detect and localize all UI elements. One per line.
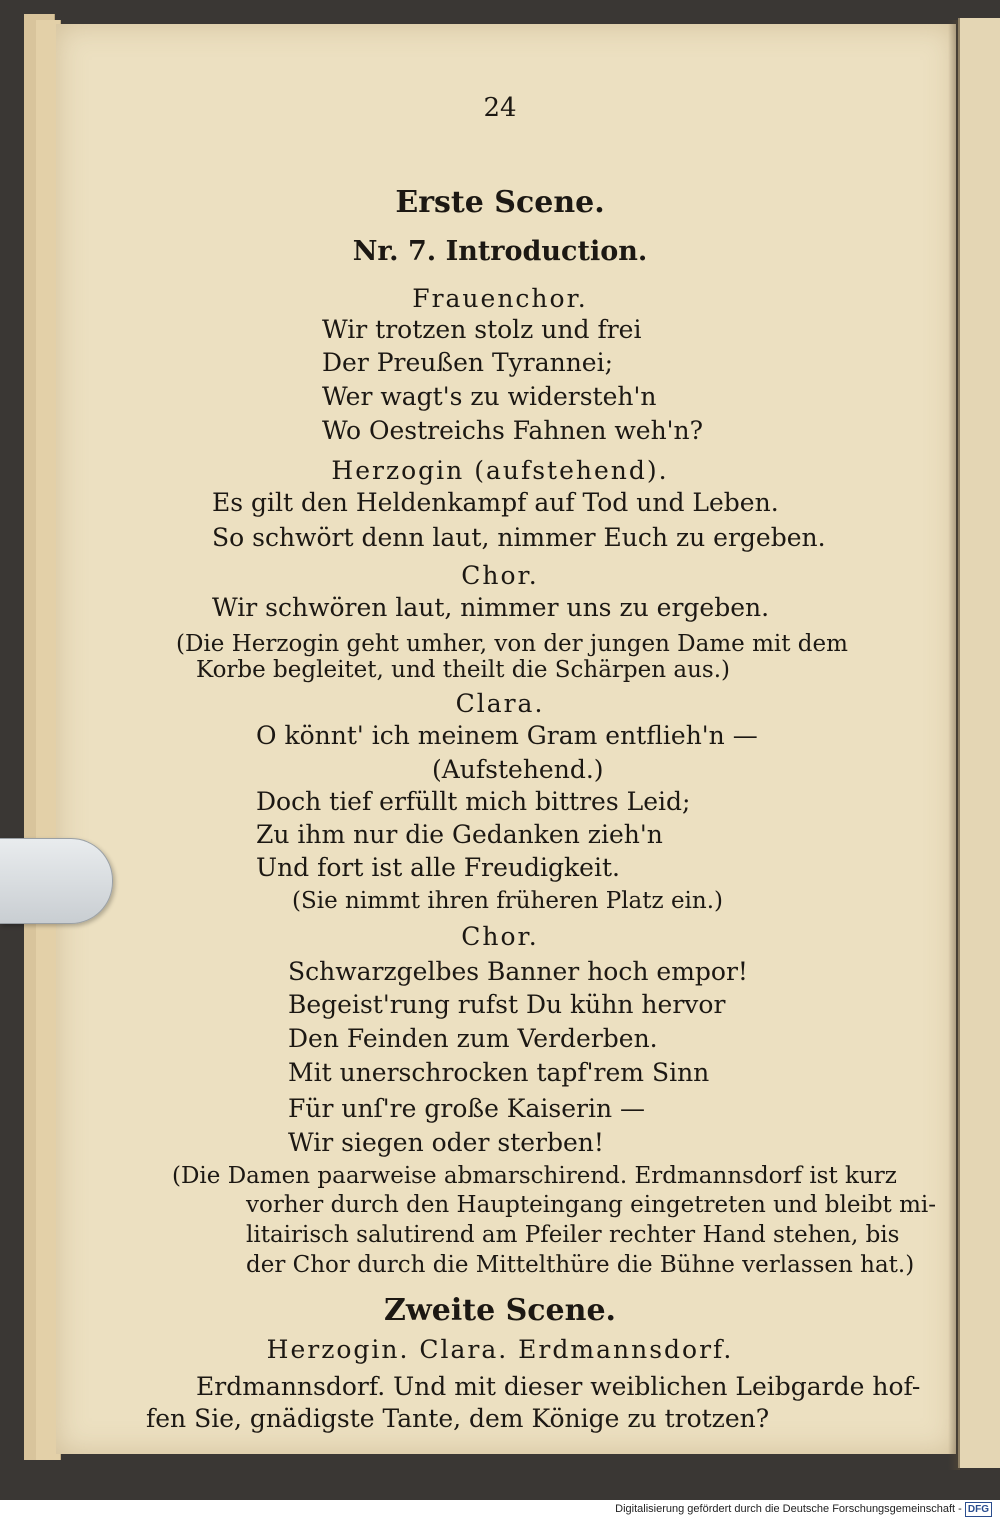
verse-line: Wir siegen oder sterben! (288, 1128, 604, 1157)
verse-line: Der Preußen Tyrannei; (322, 348, 614, 377)
verse-line: Begeist'rung rufst Du kühn hervor (288, 990, 726, 1019)
stage-direction: (Die Damen paarweise abmarschirend. Erdmannsdorf ist kurz (172, 1163, 897, 1189)
stage-direction: Korbe begleitet, und theilt die Schärpen aus.) (196, 657, 730, 683)
verse-line: So schwört denn laut, nimmer Euch zu ergeben. (212, 523, 826, 552)
footer-text: Digitalisierung gefördert durch die Deutsche Forschungsgemeinschaft - (615, 1503, 962, 1515)
speaker-label: Frauenchor. (412, 284, 588, 313)
verse-line: Wo Oestreichs Fahnen weh'n? (322, 416, 704, 445)
number-heading: Nr. 7. Introduction. (352, 236, 648, 267)
speaker-label: Herzogin (aufstehend). (331, 456, 669, 485)
scene-heading: Zweite Scene. (384, 1293, 616, 1328)
verse-line: Zu ihm nur die Gedanken zieh'n (256, 820, 663, 849)
verse-line: Und fort ist alle Freudigkeit. (256, 853, 620, 882)
verse-line: Wir trotzen stolz und frei (322, 315, 642, 344)
stage-direction: (Die Herzogin geht umher, von der jungen Dame mit dem (176, 631, 848, 657)
bookmark-tab (0, 838, 113, 924)
verse-line: Doch tief erfüllt mich bittres Leid; (256, 787, 691, 816)
scene-heading: Erste Scene. (395, 185, 605, 220)
verse-line: Mit unerschrocken tapf'rem Sinn (288, 1058, 710, 1087)
verse-line: Es gilt den Heldenkampf auf Tod und Leben. (212, 488, 779, 517)
verse-line: Wer wagt's zu widersteh'n (322, 382, 657, 411)
stage-direction: (Sie nimmt ihren früheren Platz ein.) (292, 888, 724, 914)
stage-direction: (Aufstehend.) (432, 755, 604, 784)
speaker-label: Clara. (455, 689, 545, 718)
stage-direction: vorher durch den Haupteingang eingetreten und bleibt mi- (246, 1192, 937, 1218)
stage-direction: litairisch salutirend am Pfeiler rechter Hand stehen, bis (246, 1222, 900, 1248)
character-list: Herzogin. Clara. Erdmannsdorf. (266, 1335, 734, 1364)
dfg-logo: DFG (965, 1502, 992, 1517)
dialogue-line: Erdmannsdorf. Und mit dieser weiblichen Leibgarde hof- (196, 1372, 921, 1401)
verse-line: Den Feinden zum Verderben. (288, 1024, 658, 1053)
verse-line: Wir schwören laut, nimmer uns zu ergeben. (212, 593, 770, 622)
verse-line: Für unſ're große Kaiserin — (288, 1094, 646, 1123)
digitization-footer (0, 1500, 1000, 1519)
speaker-label: Chor. (461, 561, 539, 590)
page-number: 24 (483, 93, 517, 123)
verse-line: O könnt' ich meinem Gram entflieh'n — (256, 721, 758, 750)
speaker-label: Chor. (461, 922, 539, 951)
dialogue-line: fen Sie, gnädigste Tante, dem Könige zu trotzen? (146, 1404, 770, 1433)
stage-direction: der Chor durch die Mittelthüre die Bühne verlassen hat.) (246, 1252, 915, 1278)
verse-line: Schwarzgelbes Banner hoch empor! (288, 957, 748, 986)
